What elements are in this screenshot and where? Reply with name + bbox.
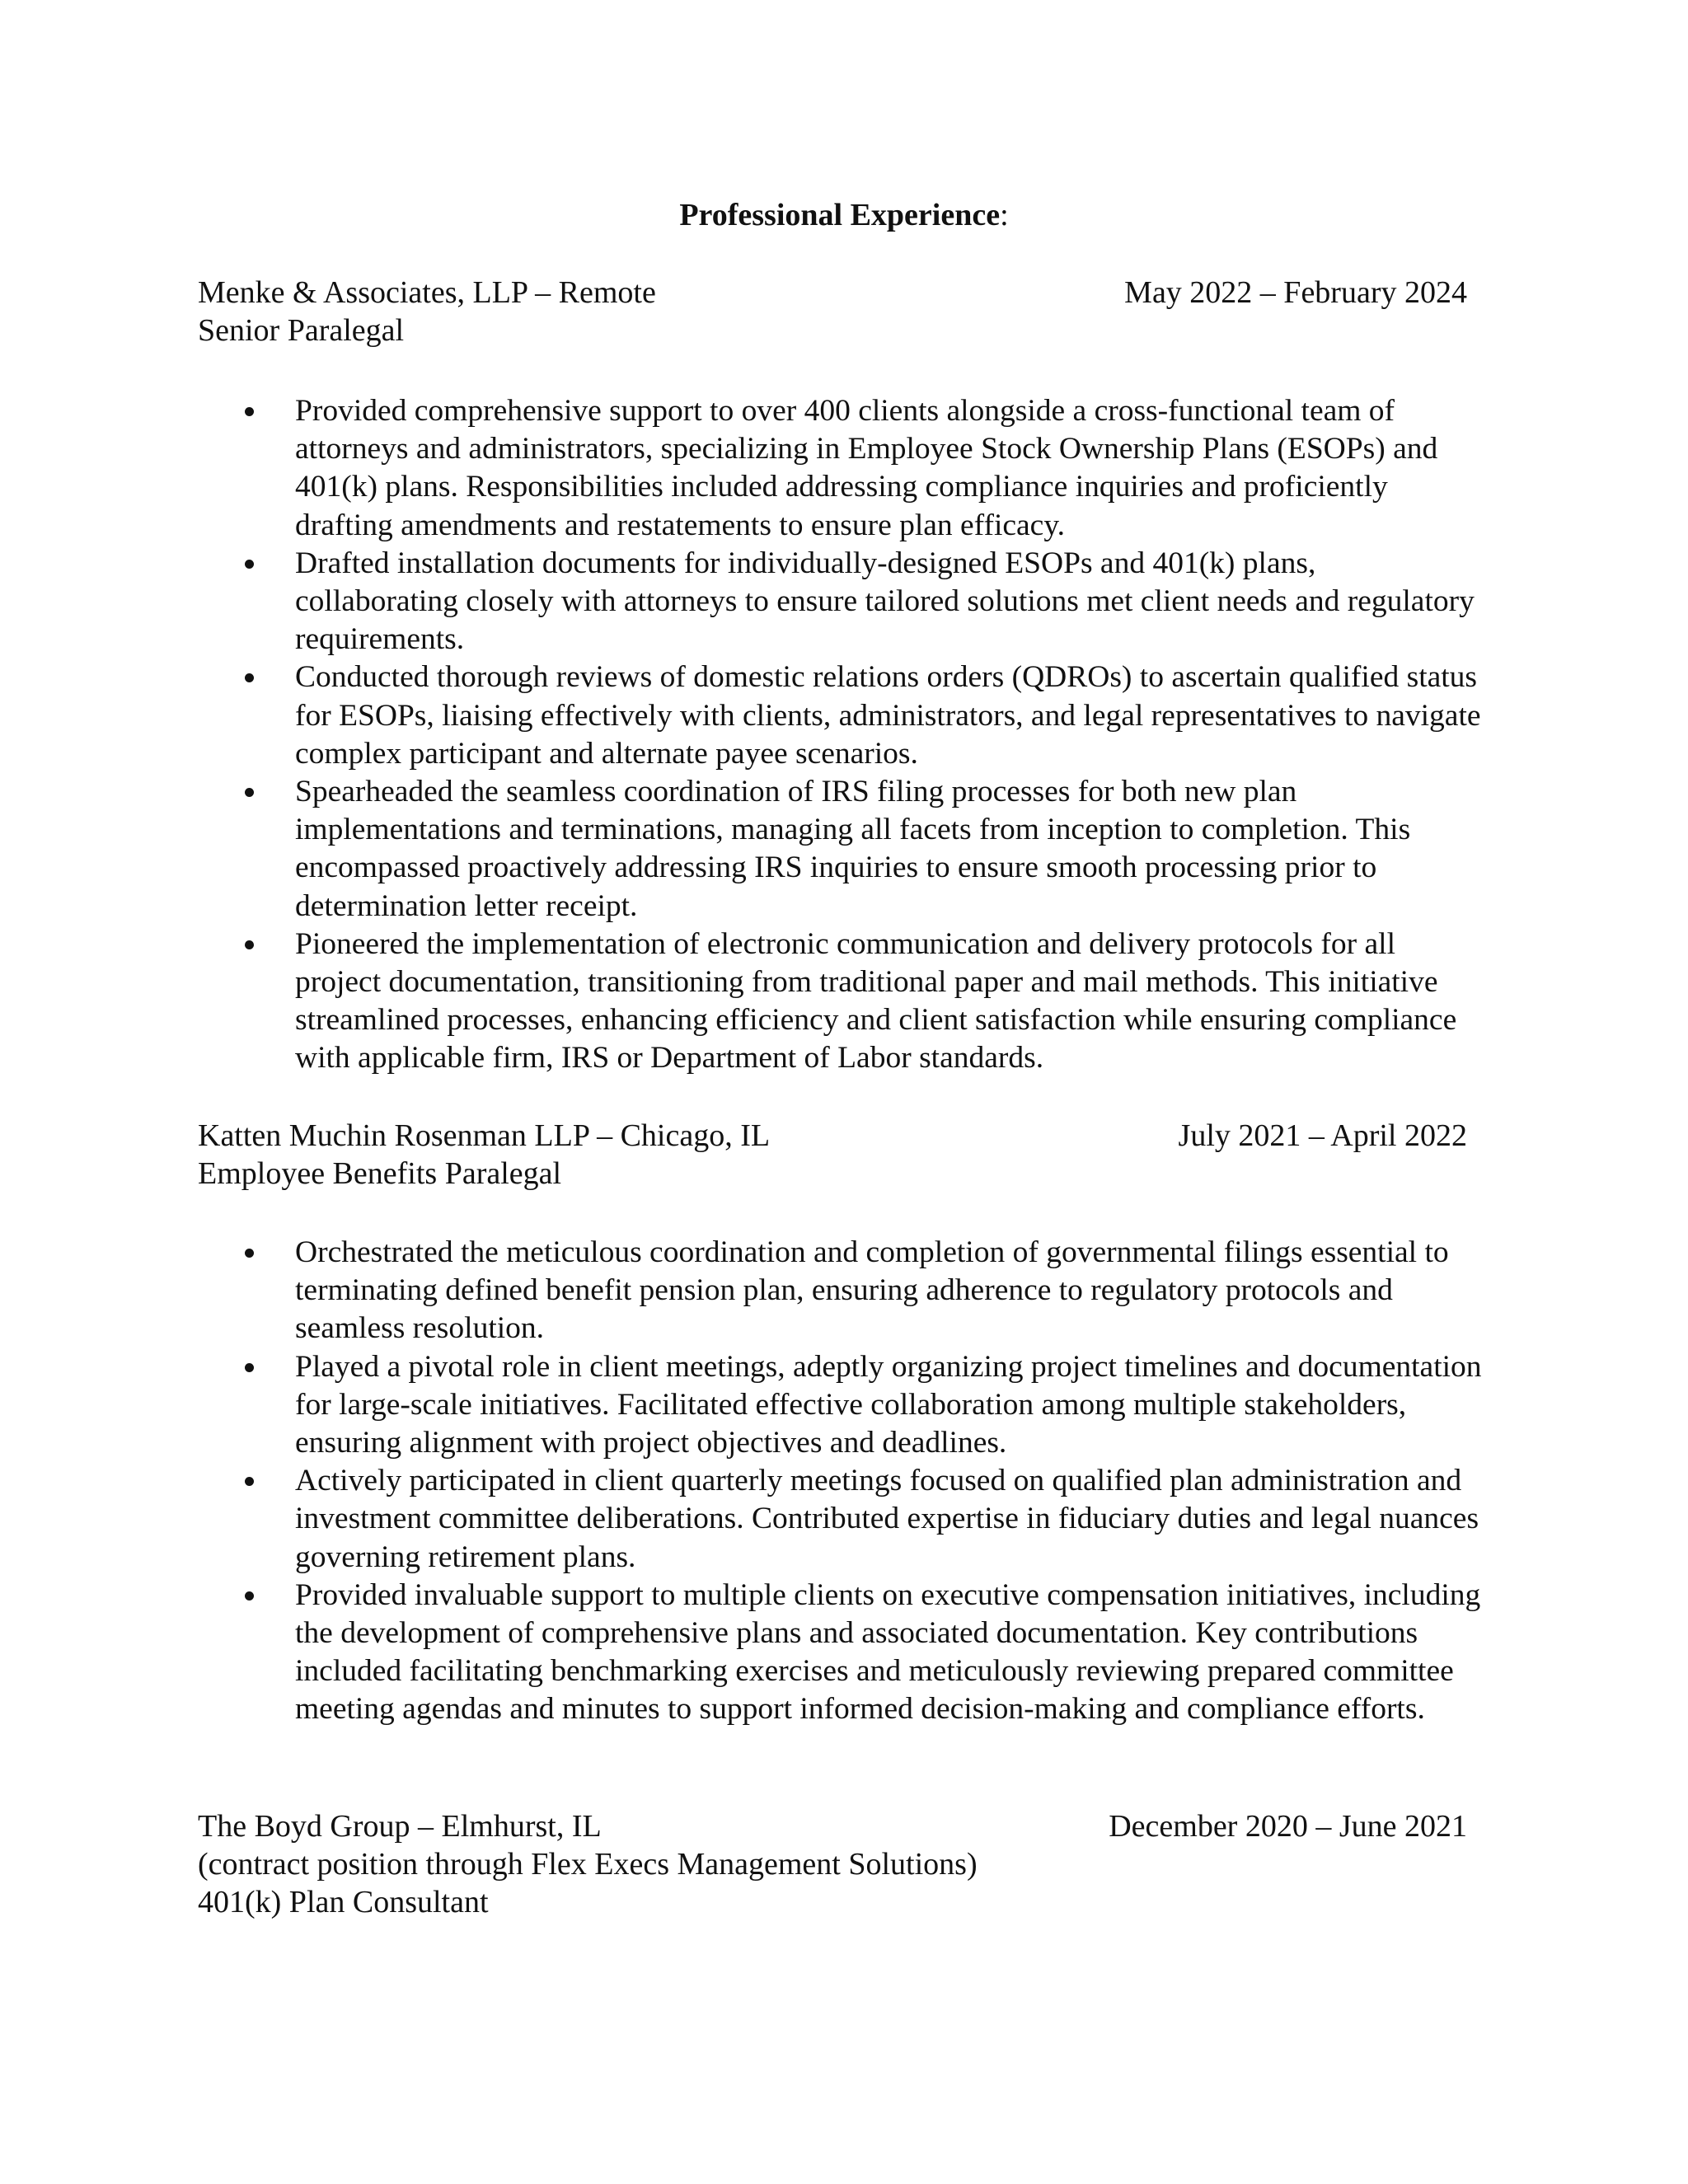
job-title: Employee Benefits Paralegal [198, 1156, 562, 1191]
bullet-item [198, 392, 1484, 545]
bullet-item [198, 1577, 1484, 1729]
job-header-boyd [198, 1807, 1467, 1921]
job-company-line [198, 1117, 1467, 1155]
bullet-text: Pioneered the implementation of electronic communication and delivery protocols for all project documentation, transitioning from traditional paper and mail methods. This initiative streamlined processes, enhancing efficiency and client satisfaction while ensuring compliance with applicable firm, IRS or Department of Labor standards. [295, 926, 1457, 1076]
bullet-icon [245, 1477, 254, 1486]
bullet-icon [245, 788, 254, 797]
bullet-text: Provided invaluable support to multiple clients on executive compensation initiatives, including the development of comprehensive plans and associated documentation. Key contributions included facilitating benchmarking exercises and meticulously reviewing prepared committee meeting agendas and minutes to support informed decision-making and compliance efforts. [295, 1577, 1481, 1727]
bullet-icon [245, 1363, 254, 1372]
bullet-icon [245, 673, 254, 682]
job-dates: July 2021 – April 2022 [1178, 1118, 1467, 1153]
bullet-text: Orchestrated the meticulous coordination and completion of governmental filings essential to terminating defined benefit pension plan, ensuring adherence to regulatory protocols and seamless resolution. [295, 1235, 1449, 1346]
job-company: Menke & Associates, LLP – Remote [198, 275, 656, 310]
bullet-item [198, 926, 1484, 1078]
bullet-icon [245, 1249, 254, 1258]
job-title: 401(k) Plan Consultant [198, 1885, 489, 1919]
bullet-item [198, 545, 1484, 659]
bullet-item [198, 1348, 1484, 1463]
job-header-katten [198, 1117, 1467, 1193]
section-title-text: Professional Experience [679, 198, 1001, 232]
job-dates: May 2022 – February 2024 [1124, 275, 1467, 310]
job-title: Senior Paralegal [198, 313, 405, 348]
job-company: The Boyd Group – Elmhurst, IL [198, 1809, 602, 1844]
bullet-item [198, 773, 1484, 926]
bullet-item [198, 658, 1484, 773]
bullet-item [198, 1462, 1484, 1577]
bullet-icon [245, 560, 254, 569]
job-dates: December 2020 – June 2021 [1109, 1809, 1467, 1844]
bullet-icon [245, 940, 254, 949]
bullet-icon [245, 1591, 254, 1601]
bullet-text: Provided comprehensive support to over 400 clients alongside a cross-functional team of attorneys and administrators, specializing in Employee Stock Ownership Plans (ESOPs) and 401(k) plans. Responsibilities included addressing compliance inquiries and proficiently drafting amendments and restatements to ensure plan efficacy. [295, 394, 1438, 542]
job-company: Katten Muchin Rosenman LLP – Chicago, IL [198, 1118, 771, 1153]
bullet-text: Conducted thorough reviews of domestic relations orders (QDROs) to ascertain qualified status for ESOPs, liaising effectively with clients, administrators, and legal representatives to navigate complex participant and alternate payee scenarios. [295, 660, 1481, 771]
bullet-item [198, 1234, 1484, 1348]
job-note: (contract position through Flex Execs Management Solutions) [198, 1847, 978, 1882]
bullet-text: Played a pivotal role in client meetings, adeptly organizing project timelines and documentation for large-scale initiatives. Facilitated effective collaboration among multiple stakeholders, ensuring alignment with project objectives and deadlines. [295, 1349, 1482, 1460]
bullet-text: Spearheaded the seamless coordination of IRS filing processes for both new plan implementations and terminations, managing all facets from inception to completion. This encompassed proactively addressing IRS inquiries to ensure smooth processing prior to determination letter receipt. [295, 775, 1411, 923]
job-company-line [198, 274, 1467, 312]
section-title-colon: : [1000, 198, 1009, 232]
job-bullets-katten [198, 1234, 1484, 1729]
section-title [0, 194, 1688, 236]
bullet-icon [245, 407, 254, 416]
bullet-text: Drafted installation documents for individually-designed ESOPs and 401(k) plans, collaborating closely with attorneys to ensure tailored solutions met client needs and regulatory requirements. [295, 546, 1475, 657]
job-company-line [198, 1807, 1467, 1845]
job-header-menke [198, 274, 1467, 349]
bullet-text: Actively participated in client quarterly meetings focused on qualified plan administration and investment committee deliberations. Contributed expertise in fiduciary duties and legal nuances governing retirement plans. [295, 1464, 1479, 1574]
job-bullets-menke [198, 392, 1484, 1078]
